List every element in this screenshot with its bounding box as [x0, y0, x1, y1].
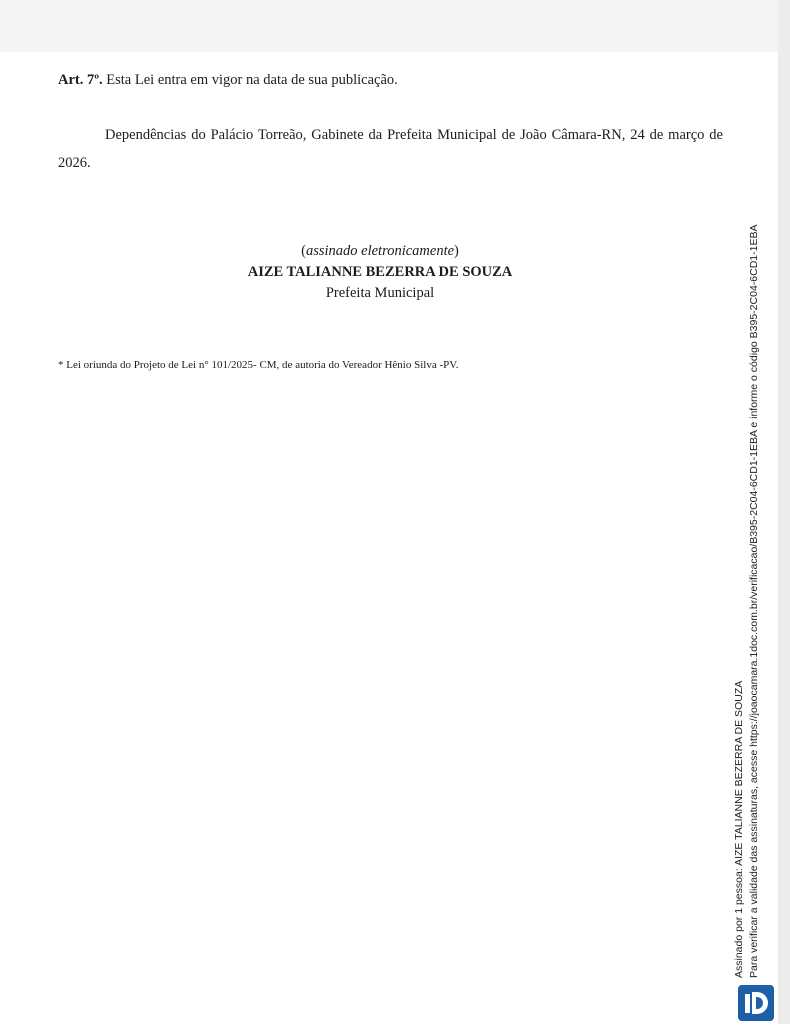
signature-count-line: Assinado por 1 pessoa: AIZE TALIANNE BEZERRA DE SOUZA: [733, 680, 745, 978]
footnote: * Lei oriunda do Projeto de Lei n° 101/2025- CM, de autoria do Vereador Hênio Silva -PV.: [58, 359, 459, 371]
article-7: [58, 70, 738, 90]
electronic-signature-note: (assinado eletronicamente): [301, 243, 459, 259]
viewer-top-bar: [0, 0, 790, 52]
signature-block: [188, 241, 572, 304]
page-right-edge: [778, 0, 790, 1024]
1doc-logo-icon: [738, 985, 774, 1021]
verification-url-line[interactable]: Para verificar a validade das assinaturas, acesse https://joaocamara.1doc.com.br/verificacao/B395-2C04-6CD1-1EBA e informe o código B395-2C04-6CD1-1EBA: [748, 224, 760, 978]
signature-validation-stamp: [732, 224, 762, 978]
article-text: Esta Lei entra em vigor na data de sua publicação.: [102, 72, 398, 88]
signer-role: Prefeita Municipal: [325, 285, 435, 301]
article-label: Art. 7º.: [58, 72, 103, 88]
signer-name: AIZE TALIANNE BEZERRA DE SOUZA: [247, 264, 513, 280]
closing-paragraph: Dependências do Palácio Torreão, Gabinete da Prefeita Municipal de João Câmara-RN, 24 de março de 2026.: [58, 127, 723, 171]
